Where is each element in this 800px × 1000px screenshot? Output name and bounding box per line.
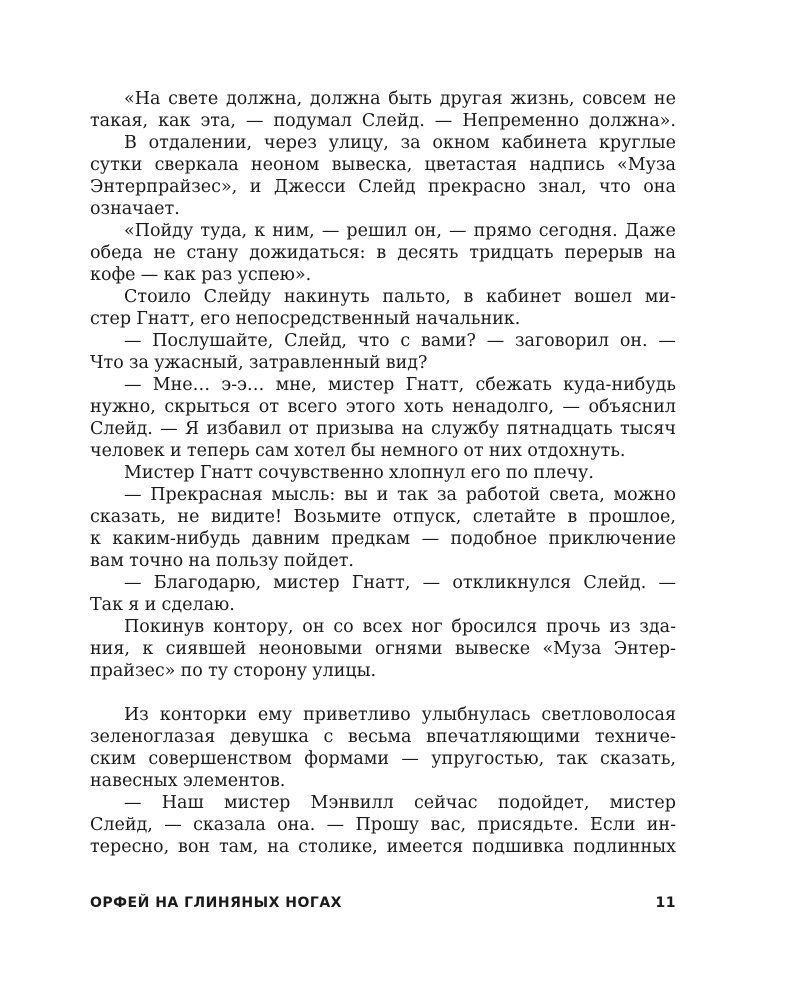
text-line: Что за ужасный, затравленный вид? (90, 353, 428, 373)
text-line: навесных элементов. (90, 771, 286, 791)
text-line: обеда не стану дожидаться: в десять тридцать перерыв на (90, 243, 676, 263)
body-text (90, 88, 676, 858)
text-line: нужно, скрыться от всего этого хоть ненадолго, — объяснил (90, 397, 676, 417)
text-line: Из конторки ему приветливо улыбнулась светловолосая (124, 705, 676, 725)
page-number: 11 (655, 895, 676, 911)
blank-line (90, 682, 676, 704)
text-line: Стоило Слейду накинуть пальто, в кабинет вошел ми- (124, 287, 676, 307)
text-line: Энтерпрайзес», и Джесси Слейд прекрасно знал, что она (90, 177, 676, 197)
text-line: человек и теперь сам хотел бы немного от них отдохнуть. (90, 441, 626, 461)
text-line: такая, как эта, — подумал Слейд. — Непременно должна». (90, 111, 676, 131)
text-line: «На свете должна, должна быть другая жизнь, совсем не (124, 89, 676, 109)
text-line: зеленоглазая девушка с весьма впечатляющими техниче- (90, 727, 676, 747)
text-line: — Мне… э-э… мне, мистер Гнатт, сбежать куда-нибудь (124, 375, 676, 395)
text-line: Слейд, — сказала она. — Прошу вас, присядьте. Если ин- (90, 815, 676, 835)
text-line: вам точно на пользу пойдет. (90, 551, 354, 571)
text-line: сутки сверкала неоном вывеска, цветастая надпись «Муза (90, 155, 676, 175)
text-line: кофе — как раз успею». (90, 265, 312, 285)
text-line: — Благодарю, мистер Гнатт, — откликнулся Слейд. — (124, 573, 676, 593)
text-line: Слейд. — Я избавил от призыва на службу пятнадцать тысяч (90, 419, 676, 439)
text-line: стер Гнатт, его непосредственный начальник. (90, 309, 521, 329)
text-line: В отдалении, через улицу, за окном кабинета круглые (124, 133, 676, 153)
text-line: сказать, не видите! Возьмите отпуск, слетайте в прошлое, (90, 507, 676, 527)
text-line: Мистер Гнатт сочувственно хлопнул его по плечу. (124, 463, 594, 483)
text-line: к каким-нибудь давним предкам — подобное приключение (90, 529, 676, 549)
page-footer (90, 895, 676, 911)
text-line: Так я и сделаю. (90, 595, 235, 615)
text-line: «Пойду туда, к ним, — решил он, — прямо сегодня. Даже (124, 221, 676, 241)
text-line: означает. (90, 199, 180, 219)
text-line: — Наш мистер Мэнвилл сейчас подойдет, мистер (124, 793, 676, 813)
text-line: — Послушайте, Слейд, что с вами? — заговорил он. — (124, 331, 676, 351)
text-line: тересно, вон там, на столике, имеется подшивка подлинных (90, 837, 676, 857)
text-line: Покинув контору, он со всех ног бросился прочь из зда- (124, 617, 676, 637)
text-line: ния, к сиявшей неоновыми огнями вывеске «Муза Энтер- (90, 639, 676, 659)
text-line: ским совершенством формами — упругостью, так сказать, (90, 749, 676, 769)
text-line: прайзес» по ту сторону улицы. (90, 661, 377, 681)
running-title: ОРФЕЙ НА ГЛИНЯНЫХ НОГАХ (90, 895, 342, 911)
text-line: — Прекрасная мысль: вы и так за работой света, можно (124, 485, 676, 505)
